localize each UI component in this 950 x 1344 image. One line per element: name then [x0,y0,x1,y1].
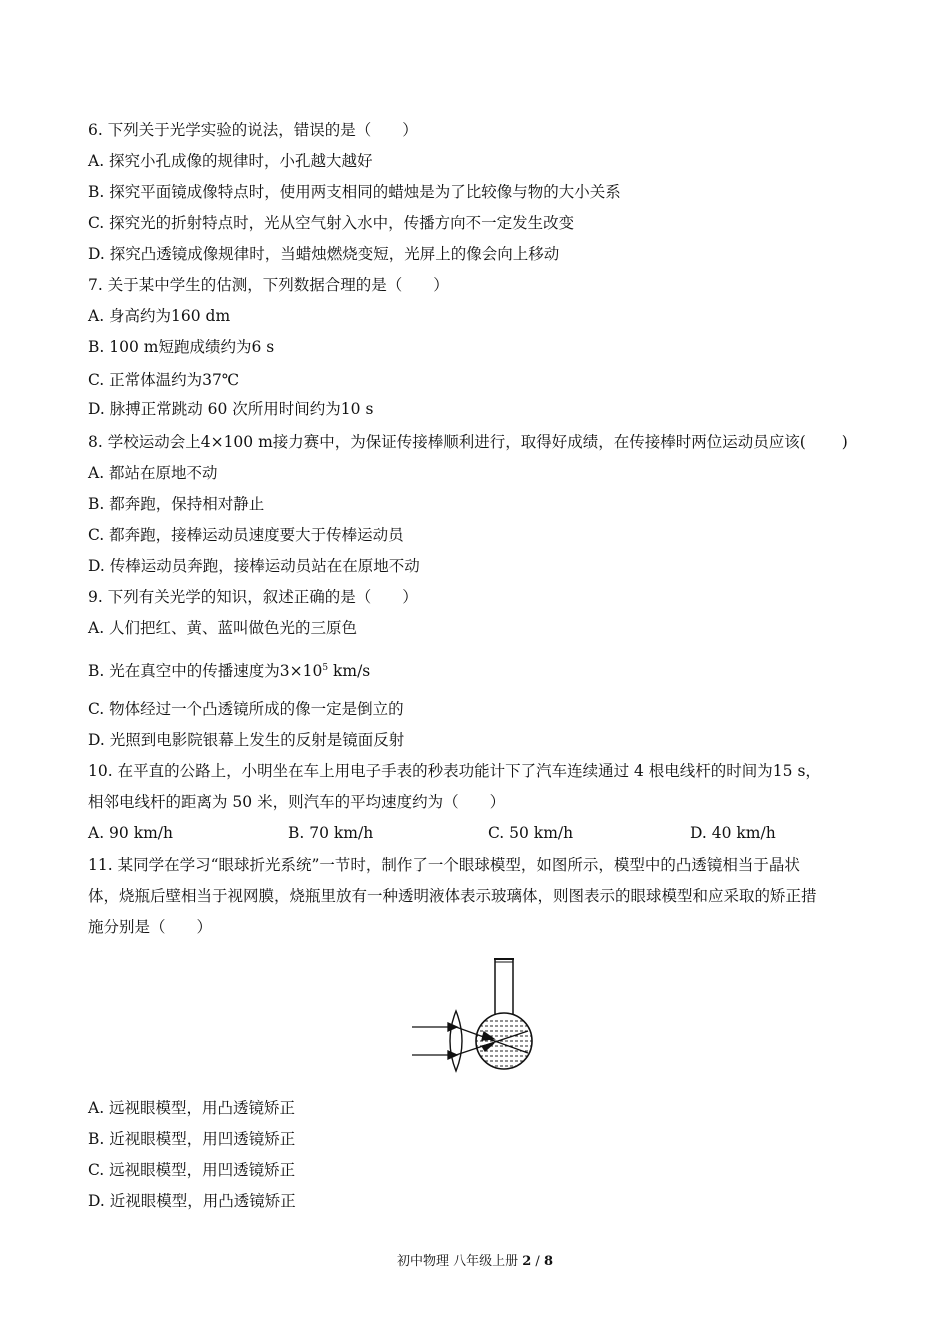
q6-stem: 6. 下列关于光学实验的说法，错误的是（ ） [88,121,418,139]
q7-option-d: D. 脉搏正常跳动 60 次所用时间约为10 s [88,400,374,418]
convex-lens [450,1011,462,1071]
flask-body [476,1013,532,1069]
flask-neck [494,959,514,1015]
q7-option-b: B. 100 m短跑成绩约为6 s [88,338,275,356]
q6-option-d: D. 探究凸透镜成像规律时，当蜡烛燃烧变短，光屏上的像会向上移动 [88,245,560,263]
q7-option-a: A. 身高约为160 dm [88,307,231,325]
q10-stem-line2: 相邻电线杆的距离为 50 米，则汽车的平均速度约为（ ） [88,793,506,811]
q9-option-a: A. 人们把红、黄、蓝叫做色光的三原色 [88,619,358,637]
q11-option-b: B. 近视眼模型，用凹透镜矫正 [88,1130,296,1148]
q9-option-b [88,658,370,681]
q7-option-c: C. 正常体温约为37℃ [88,371,240,389]
q6-option-c: C. 探究光的折射特点时，光从空气射入水中，传播方向不一定发生改变 [88,214,575,232]
q10-option-c: C. 50 km/h [488,824,574,842]
q9-option-b-text: B. 光在真空中的传播速度为3×10 [88,662,323,681]
q10-option-d: D. 40 km/h [690,824,776,842]
q11-option-a: A. 远视眼模型，用凸透镜矫正 [88,1099,296,1117]
q8-option-d: D. 传棒运动员奔跑，接棒运动员站在在原地不动 [88,557,420,575]
q9-option-b-unit: km/s [328,662,371,681]
q11-option-d: D. 近视眼模型，用凸透镜矫正 [88,1192,296,1210]
q11-stem-line3: 施分别是（ ） [88,918,213,936]
q10-stem-line1: 10. 在平直的公路上，小明坐在车上用电子手表的秒表功能计下了汽车连续通过 4 根电线杆的时间为15 s， [88,762,821,780]
q8-option-b: B. 都奔跑，保持相对静止 [88,495,265,513]
footer-subject: 初中物理 八年级上册 [396,1254,523,1269]
q9-option-d: D. 光照到电影院银幕上发生的反射是镜面反射 [88,731,405,749]
q11-stem-line1: 11. 某同学在学习“眼球折光系统”一节时，制作了一个眼球模型，如图所示，模型中的凸透镜相当于晶状 [88,856,800,874]
q8-option-c: C. 都奔跑，接棒运动员速度要大于传棒运动员 [88,526,404,544]
q10-option-a: A. 90 km/h [88,824,173,842]
q6-option-b: B. 探究平面镜成像特点时，使用两支相同的蜡烛是为了比较像与物的大小关系 [88,183,621,201]
q8-option-a: A. 都站在原地不动 [88,464,218,482]
q8-stem: 8. 学校运动会上4×100 m接力赛中，为保证传接棒顺利进行，取得好成绩，在传接棒时两位运动员应该( ) [88,433,848,451]
footer-separator: / [531,1254,544,1269]
q9-stem: 9. 下列有关光学的知识，叙述正确的是（ ） [88,588,418,606]
q9-option-c: C. 物体经过一个凸透镜所成的像一定是倒立的 [88,700,404,718]
q9-option-b-exponent: 5 [322,663,329,673]
eye-model-diagram [400,955,550,1075]
footer-page-number: 2 [522,1254,532,1269]
q10-option-b: B. 70 km/h [288,824,374,842]
q11-stem-line2: 体，烧瓶后壁相当于视网膜，烧瓶里放有一种透明液体表示玻璃体，则图表示的眼球模型和应采取的矫正措 [88,887,817,905]
q7-stem: 7. 关于某中学生的估测，下列数据合理的是（ ） [88,276,449,294]
q11-option-c: C. 远视眼模型，用凹透镜矫正 [88,1161,296,1179]
footer-page-total: 8 [543,1254,553,1269]
q6-option-a: A. 探究小孔成像的规律时，小孔越大越好 [88,152,373,170]
page-footer [0,1250,950,1269]
